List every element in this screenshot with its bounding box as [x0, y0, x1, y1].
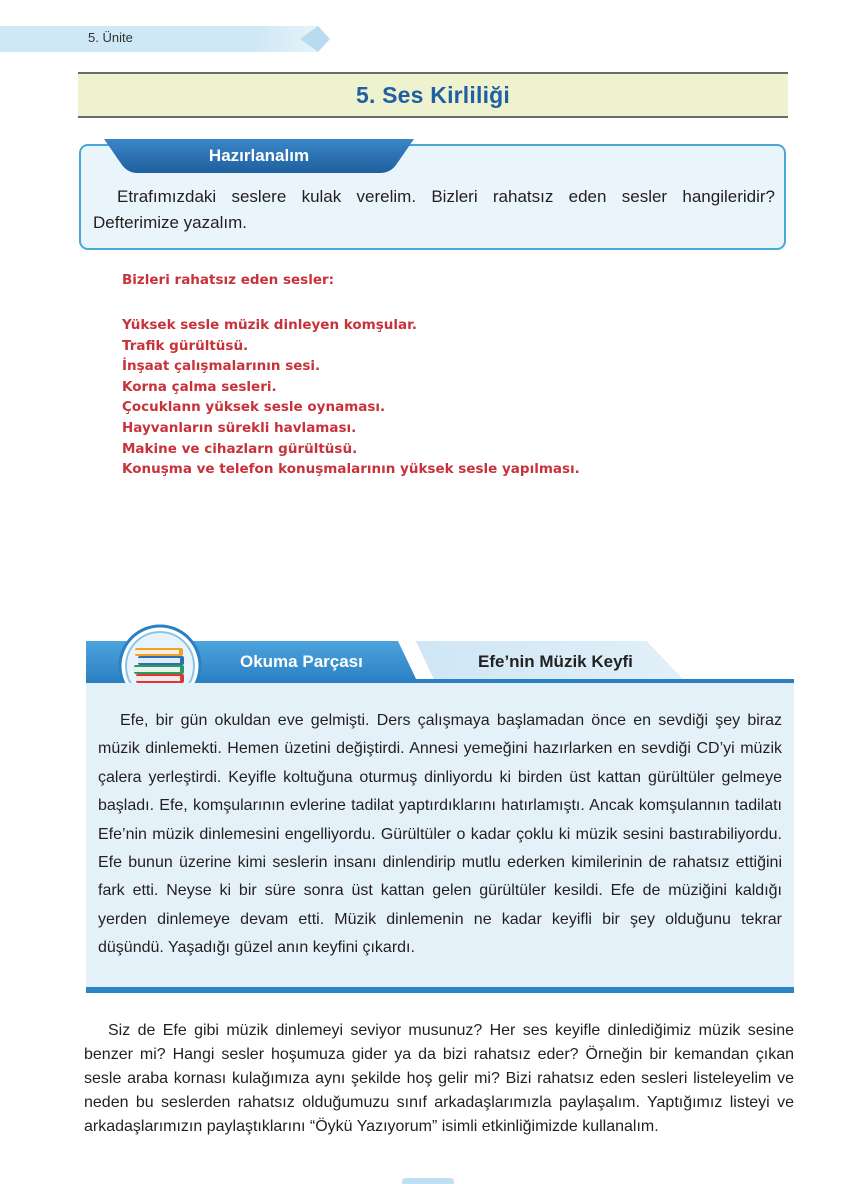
answer-item: Korna çalma sesleri.	[122, 378, 277, 395]
answer-item: Trafik gürültüsü.	[122, 337, 249, 354]
page-marker	[402, 1178, 454, 1184]
prepare-text: Etrafımızdaki seslere kulak verelim. Bizleri rahatsız eden sesler hangileridir? Defterimize yazalım.	[93, 187, 775, 232]
reading-passage: Efe, bir gün okuldan eve gelmişti. Ders çalışmaya başlamadan önce en sevdiği şey biraz müzik dinlemekti. Hemen üzetini değiştirdi. Annesi yemeğini hazırlarken en sevdiği CD’yi müzik çalera yerleştirdi. Keyifle koltuğuna oturmuş dinliyordu ki birden üst kattan gürültüler gelmeye başladı. Efe, komşularının evlerine tadilat yaptırdıklarını hatırlamıştı. Ancak komşulannın tadilatı Efe’nin müzik dinlemesini engelliyordu. Gürültüler o kadar çoklu ki müzik sesini bastırabiliyordu. Efe bunun üzerine kimi seslerin insanı dinlendirip mutlu ederken kimilerinin de rahatsız ettiğini fark etti. Neyse ki bir süre sonra üst kattan gelen gürültüler kesildi. Efe de müziğini kaldığı yerden dinlemeye devam etti. Müzik dinlemenin ne kadar keyifli bir şey olduğunu tekrar düşündü. Yaşadığı güzel anın keyfini çıkardı.	[98, 712, 782, 957]
unit-label: 5. Ünite	[88, 30, 133, 45]
closing-paragraph: Siz de Efe gibi müzik dinlemeyi seviyor musunuz? Her ses keyifle dinlediğimiz müzik sesine benzer mi? Hangi sesler hoşumuza gider ya da bizi rahatsız eder? Örneğin bir kemandan çıkan sesle araba kornası kulağımıza aynı şekilde hoş gelir mi? Bizi rahatsız eden sesleri listeleyelim ve neden bu seslerden rahatsız olduğumuzu sınıf arkadaşlarımızla paylaşalım. Yaptığımız listeyi ve arkadaşlarımızın paylaştıklarını “Öykü Yazıyorum” isimli etkinliğimizde kullanalım.	[84, 1022, 794, 1135]
answer-item: İnşaat çalışmalarının sesi.	[122, 358, 321, 375]
answer-item: Konuşma ve telefon konuşmalarının yüksek sesle yapılması.	[122, 461, 580, 478]
answer-item: Makine ve cihazlarn gürültüsü.	[122, 440, 358, 457]
prepare-tab	[104, 139, 414, 173]
handwritten-answer	[122, 272, 722, 480]
answer-item: Hayvanların sürekli havlaması.	[122, 419, 357, 436]
answer-list	[122, 315, 722, 480]
answer-heading: Bizleri rahatsız eden sesler:	[122, 272, 335, 288]
title-band	[78, 72, 788, 118]
story-title: Efe’nin Müzik Keyfi	[478, 652, 633, 671]
answer-item: Çocuklann yüksek sesle oynaması.	[122, 399, 386, 416]
answer-item: Yüksek sesle müzik dinleyen komşular.	[122, 317, 417, 333]
unit-tab-shape	[0, 26, 330, 52]
unit-tab	[0, 26, 330, 52]
prepare-tab-label: Hazırlanalım	[208, 146, 310, 165]
reading-label: Okuma Parçası	[240, 652, 363, 671]
page-title: 5. Ses Kirliliği	[355, 81, 511, 108]
